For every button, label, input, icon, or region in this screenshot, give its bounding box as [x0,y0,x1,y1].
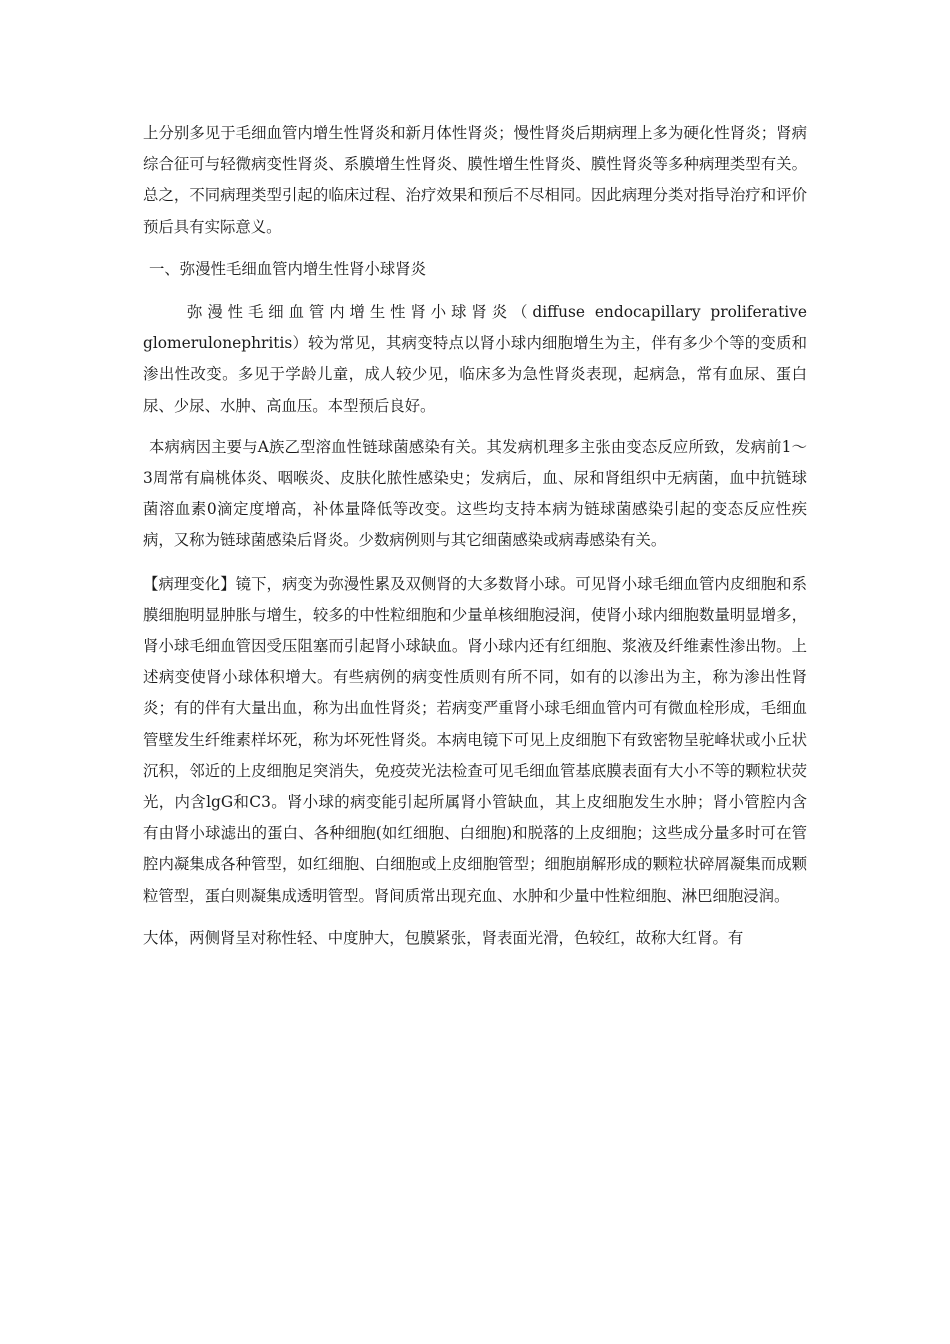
intro-paragraph: 上分别多见于毛细血管内增生性肾炎和新月体性肾炎；慢性肾炎后期病理上多为硬化性肾炎；肾病综合征可与轻微病变性肾炎、系膜增生性肾炎、膜性增生性肾炎、膜性肾炎等多种病理类型有关。总之，不同病理类型引起的临床过程、治疗效果和预后不尽相同。因此病理分类对指导治疗和评价预后具有实际意义。 [143,124,807,236]
document-page [143,118,807,954]
etiology-paragraph: 本病病因主要与A族乙型溶血性链球菌感染有关。其发病机理多主张由变态反应所致，发病前1～3周常有扁桃体炎、咽喉炎、皮肤化脓性感染史；发病后，血、尿和肾组织中无病菌，血中抗链球菌溶血素0滴定度增高，补体量降低等改变。这些均支持本病为链球菌感染引起的变态反应性疾病，又称为链球菌感染后肾炎。少数病例则与其它细菌感染或病毒感染有关。 [143,437,807,550]
pathology-paragraph: 【病理变化】镜下，病变为弥漫性累及双侧肾的大多数肾小球。可见肾小球毛细血管内皮细胞和系膜细胞明显肿胀与增生，较多的中性粒细胞和少量单核细胞浸润，使肾小球内细胞数量明显增多，肾小球毛细血管因受压阻塞而引起肾小球缺血。肾小球内还有红细胞、浆液及纤维素性渗出物。上述病变使肾小球体积增大。有些病例的病变性质则有所不同，如有的以渗出为主，称为渗出性肾炎；有的伴有大量出血，称为出血性肾炎；若病变严重肾小球毛细血管内可有微血栓形成，毛细血管壁发生纤维素样坏死，称为坏死性肾炎。本病电镜下可见上皮细胞下有致密物呈驼峰状或小丘状沉积，邻近的上皮细胞足突消失，免疫荧光法检查可见毛细血管基底膜表面有大小不等的颗粒状荧光，内含lgG和C3。肾小球的病变能引起所属肾小管缺血，其上皮细胞发生水肿；肾小管腔内含有由肾小球滤出的蛋白、各种细胞(如红细胞、白细胞)和脱落的上皮细胞；这些成分量多时可在管腔内凝集成各种管型，如红细胞、白细胞或上皮细胞管型；细胞崩解形成的颗粒状碎屑凝集而成颗粒管型，蛋白则凝集成透明管型。肾间质常出现充血、水肿和少量中性粒细胞、淋巴细胞浸润。 [143,574,807,905]
description-paragraph: 弥漫性毛细血管内增生性肾小球肾炎（diffuse endocapillary proliferative glomerulonephritis）较为常见，其病变特点以肾小球内细胞增生为主，伴有多少个等的变质和渗出性改变。多见于学龄儿童，成人较少见，临床多为急性肾炎表现，起病急，常有血尿、蛋白尿、少尿、水肿、高血压。本型预后良好。 [143,303,807,415]
gross-appearance-paragraph: 大体，两侧肾呈对称性轻、中度肿大，包膜紧张，肾表面光滑，色较红，故称大红肾。有 [143,928,744,947]
section-heading: 一、弥漫性毛细血管内增生性肾小球肾炎 [149,259,427,278]
